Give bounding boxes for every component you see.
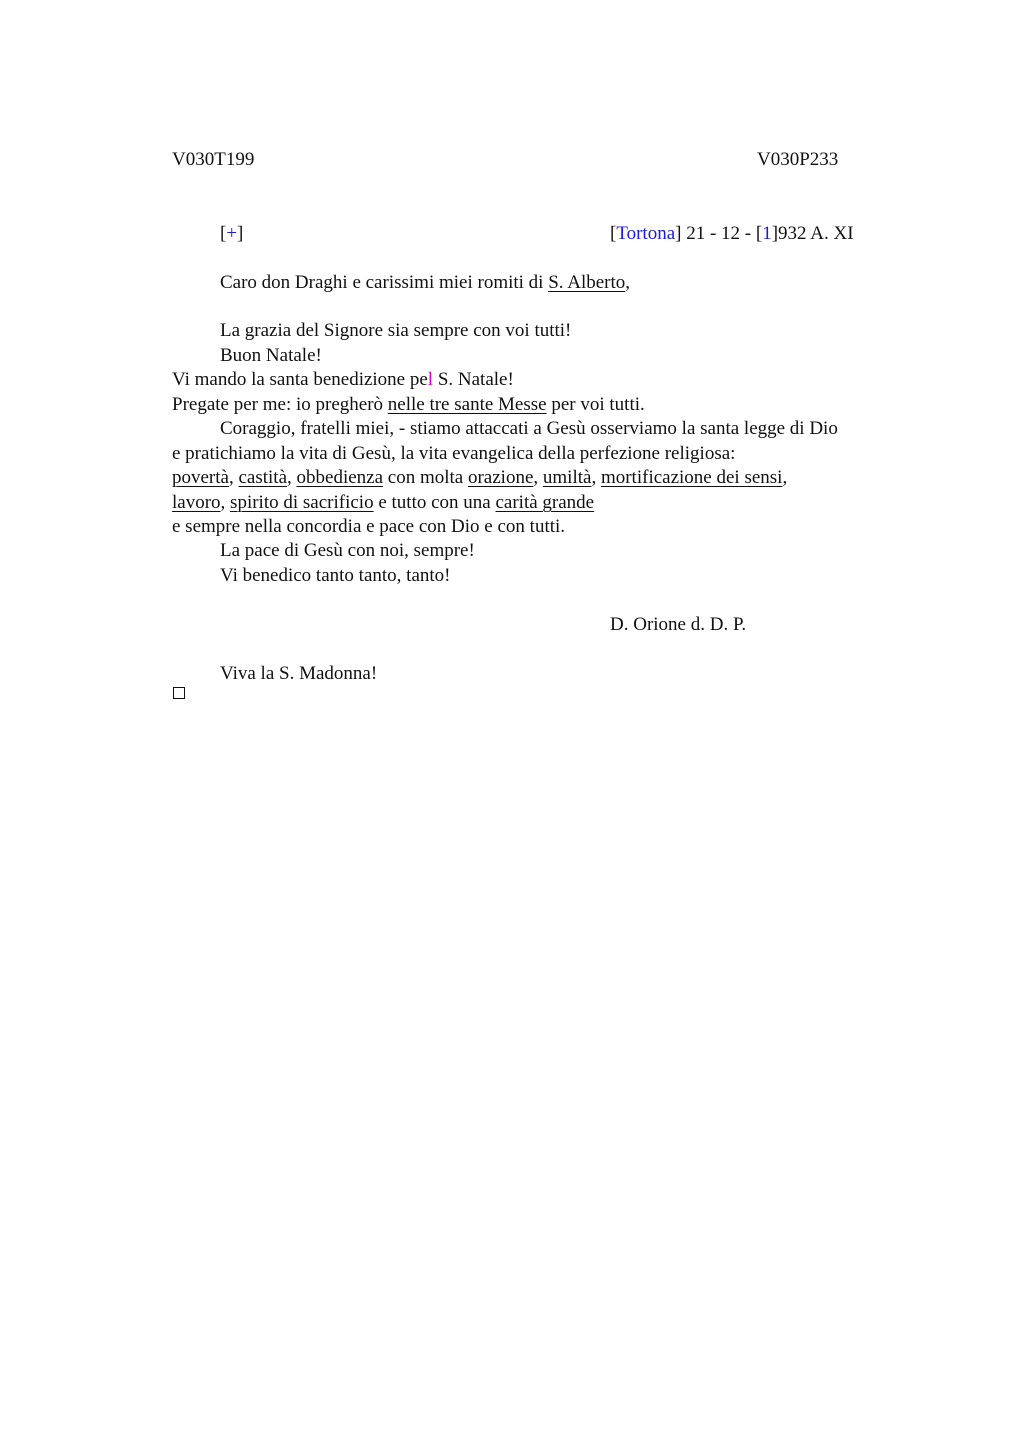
body-line-1: La grazia del Signore sia sempre con voi tutti! <box>220 320 572 341</box>
postscript: Viva la S. Madonna! <box>220 663 378 684</box>
square-outline-icon <box>173 687 185 699</box>
body-line-9: e sempre nella concordia e pace con Dio e con tutti. <box>172 516 566 537</box>
body-line-8: lavoro, spirito di sacrificio e tutto con una carità grande <box>172 492 595 513</box>
body-line-2: Buon Natale! <box>220 345 322 366</box>
body-line-4: Pregate per me: io pregherò nelle tre sante Messe per voi tutti. <box>172 394 645 415</box>
signature: D. Orione d. D. P. <box>610 614 747 635</box>
body-line-10: La pace di Gesù con noi, sempre! <box>220 540 475 561</box>
body-line-3: Vi mando la santa benedizione pel S. Natale! <box>172 369 514 390</box>
document-code-right: V030P233 <box>757 149 839 170</box>
body-line-5: Coraggio, fratelli miei, - stiamo attaccati a Gesù osserviamo la santa legge di Dio <box>220 418 838 439</box>
body-line-6: e pratichiamo la vita di Gesù, la vita evangelica della perfezione religiosa: <box>172 443 736 464</box>
body-line-11: Vi benedico tanto tanto, tanto! <box>220 565 451 586</box>
cross-mark: [+] <box>220 223 244 244</box>
body-line-7: povertà, castità, obbedienza con molta orazione, umiltà, mortificazione dei sensi, <box>172 467 788 488</box>
dateline: [Tortona] 21 - 12 - [1]932 A. XI <box>610 223 854 244</box>
document-code-left: V030T199 <box>172 149 255 170</box>
salutation: Caro don Draghi e carissimi miei romiti di S. Alberto, <box>220 272 631 293</box>
dateline-place: Tortona <box>616 223 676 244</box>
